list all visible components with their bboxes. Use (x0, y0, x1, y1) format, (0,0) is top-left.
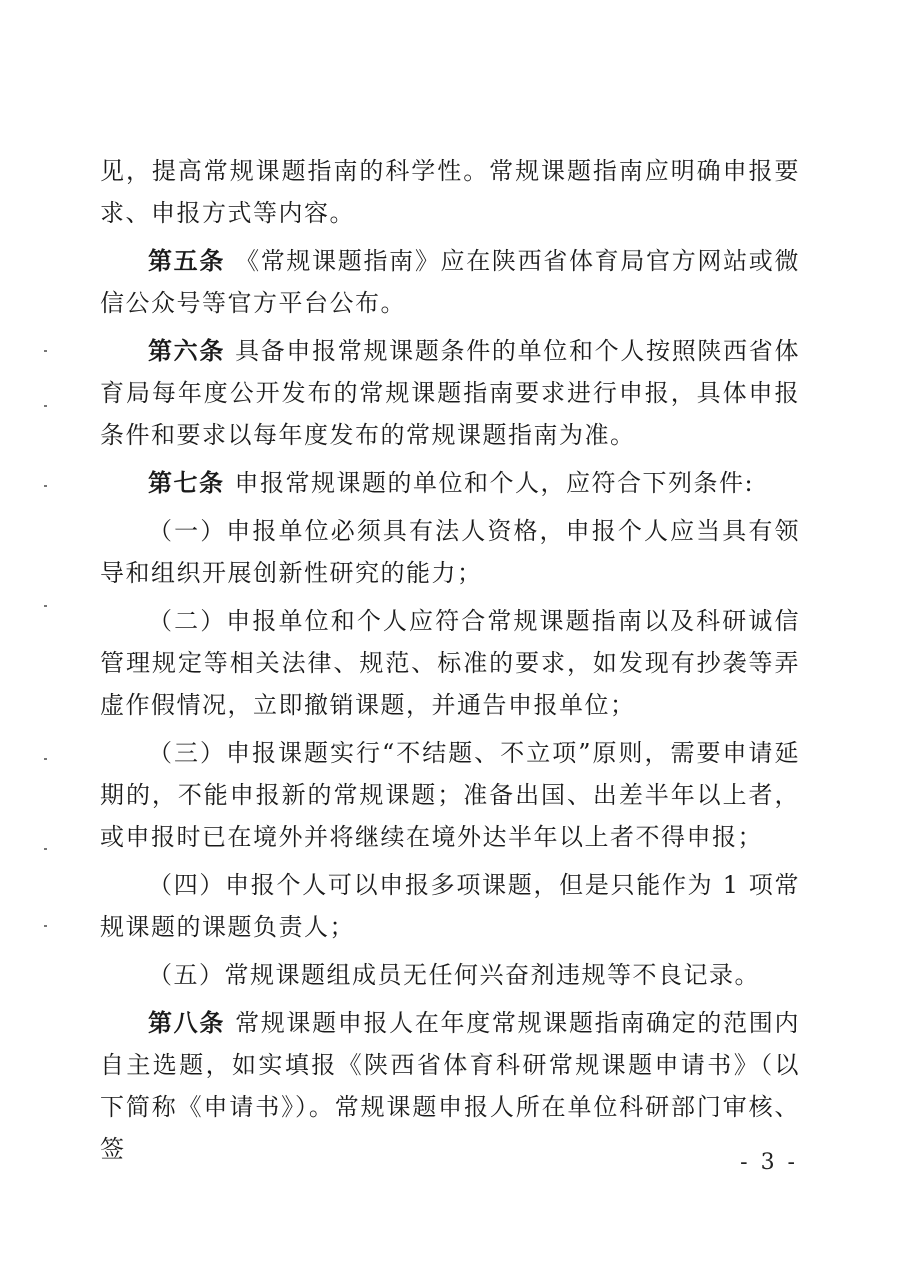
article-7-item-2 (100, 600, 800, 726)
paragraph-text: （一）申报单位必须具有法人资格，申报个人应当具有领导和组织开展创新性研究的能力； (100, 517, 800, 587)
scan-mark (44, 350, 47, 352)
paragraph-text: 《常规课题指南》应在陕西省体育局官方网站或微信公众号等官方平台公布。 (100, 247, 800, 317)
paragraph-text: （四）申报个人可以申报多项课题，但是只能作为 1 项常规课题的课题负责人； (100, 871, 800, 941)
scan-mark (44, 925, 47, 927)
article-6 (100, 330, 800, 456)
page-number: - 3 - (740, 1150, 798, 1175)
article-8 (100, 1002, 800, 1170)
scan-mark (44, 758, 47, 760)
article-label: 第五条 (148, 247, 226, 275)
paragraph-text: 申报常规课题的单位和个人，应符合下列条件: (234, 469, 755, 497)
article-7-item-4 (100, 864, 800, 948)
article-label: 第七条 (148, 469, 225, 497)
paragraph-text: 具备申报常规课题条件的单位和个人按照陕西省体育局每年度公开发布的常规课题指南要求进行申报，具体申报条件和要求以每年度发布的常规课题指南为准。 (100, 337, 800, 449)
paragraph-text: （三）申报课题实行“不结题、不立项”原则，需要申请延期的，不能申报新的常规课题；准备出国、出差半年以上者，或申报时已在境外并将继续在境外达半年以上者不得申报； (100, 739, 800, 851)
paragraph-text: （五）常规课题组成员无任何兴奋剂违规等不良记录。 (148, 961, 760, 989)
article-7-item-3 (100, 732, 800, 858)
article-label: 第八条 (148, 1009, 226, 1037)
article-5 (100, 240, 800, 324)
article-7-item-5 (100, 954, 800, 996)
paragraph-text: （二）申报单位和个人应符合常规课题指南以及科研诚信管理规定等相关法律、规范、标准的要求，如发现有抄袭等弄虚作假情况，立即撤销课题，并通告申报单位； (100, 607, 800, 719)
paragraph-text: 见，提高常规课题指南的科学性。常规课题指南应明确申报要求、申报方式等内容。 (100, 157, 800, 227)
paragraph-text: 常规课题申报人在年度常规课题指南确定的范围内自主选题，如实填报《陕西省体育科研常规课题申请书》（以下简称《申请书》）。常规课题申报人所在单位科研部门审核、签 (100, 1009, 800, 1163)
article-7 (100, 462, 800, 504)
scan-mark (44, 485, 47, 487)
scan-mark (44, 405, 47, 407)
document-body (100, 150, 800, 1176)
article-7-item-1 (100, 510, 800, 594)
paragraph-continuation (100, 150, 800, 234)
scan-mark (44, 605, 47, 607)
article-label: 第六条 (148, 337, 226, 365)
scan-mark (44, 848, 47, 850)
